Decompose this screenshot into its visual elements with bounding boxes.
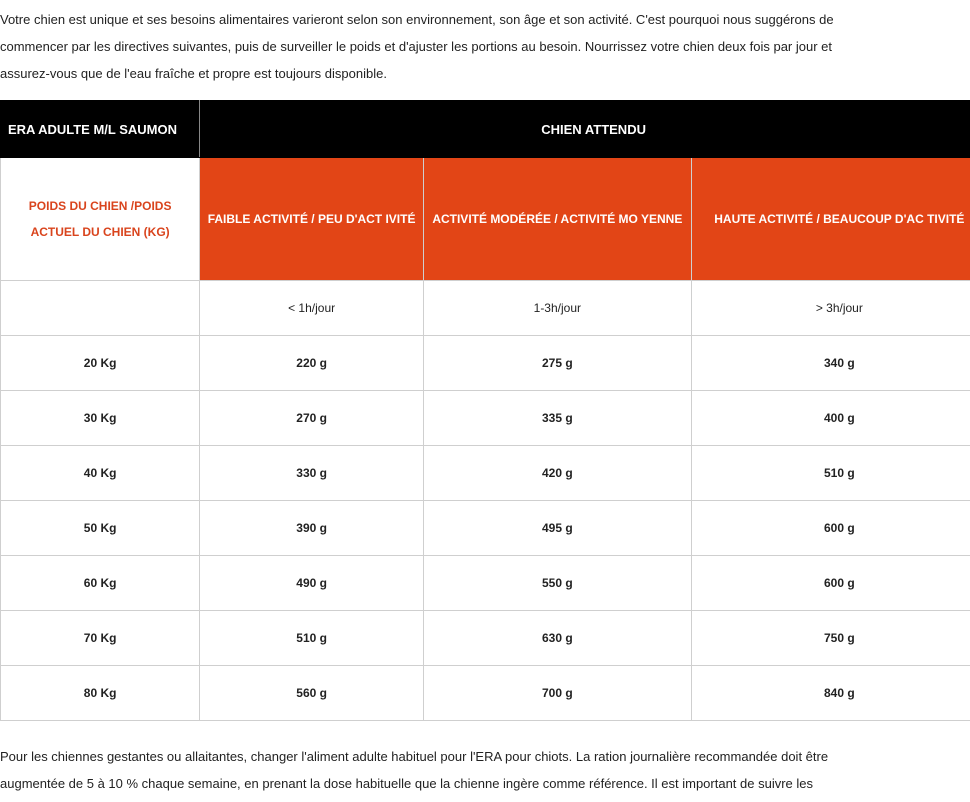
row-moderate-amount: 335 g [423,391,691,446]
intro-line-1: Votre chien est unique et ses besoins alimentaires varieront selon son environnement, son âge et son activité. C'est pourquoi nous suggérons de [0,12,834,27]
group-header: CHIEN ATTENDU [200,101,970,158]
row-low-amount: 510 g [200,611,424,666]
outro-paragraph [0,743,970,797]
row-moderate-amount: 495 g [423,501,691,556]
product-name: ERA ADULTE M/L SAUMON [1,101,200,158]
row-moderate-amount: 700 g [423,666,691,721]
duration-row [1,281,970,336]
intro-line-3: assurez-vous que de l'eau fraîche et propre est toujours disponible. [0,66,387,81]
activity-high-header: HAUTE ACTIVITÉ / BEAUCOUP D'AC TIVITÉ [691,158,970,281]
table-row [1,391,970,446]
table-row [1,666,970,721]
row-moderate-amount: 275 g [423,336,691,391]
row-high-amount: 600 g [691,501,970,556]
row-low-amount: 220 g [200,336,424,391]
table-row [1,501,970,556]
row-low-amount: 270 g [200,391,424,446]
row-moderate-amount: 420 g [423,446,691,501]
weight-column-header: POIDS DU CHIEN /POIDS ACTUEL DU CHIEN (KG) [1,158,200,281]
duration-moderate: 1-3h/jour [423,281,691,336]
row-low-amount: 490 g [200,556,424,611]
duration-low: < 1h/jour [200,281,424,336]
row-low-amount: 390 g [200,501,424,556]
outro-line-1: Pour les chiennes gestantes ou allaitantes, changer l'aliment adulte habituel pour l'ERA pour chiots. La ration journalière recommandée doit être [0,749,829,764]
row-weight: 20 Kg [1,336,200,391]
intro-paragraph [0,6,970,87]
row-high-amount: 750 g [691,611,970,666]
table-row [1,446,970,501]
activity-low-header: FAIBLE ACTIVITÉ / PEU D'ACT IVITÉ [200,158,424,281]
duration-high: > 3h/jour [691,281,970,336]
table-row [1,336,970,391]
row-low-amount: 560 g [200,666,424,721]
intro-line-2: commencer par les directives suivantes, puis de surveiller le poids et d'ajuster les portions au besoin. Nourrissez votre chien deux fois par jour et [0,39,832,54]
row-weight: 40 Kg [1,446,200,501]
outro-line-2: augmentée de 5 à 10 % chaque semaine, en prenant la dose habituelle que la chienne ingère comme référence. Il est important de suivre les [0,776,814,791]
row-high-amount: 600 g [691,556,970,611]
row-moderate-amount: 550 g [423,556,691,611]
row-weight: 30 Kg [1,391,200,446]
row-high-amount: 400 g [691,391,970,446]
table-row [1,611,970,666]
row-weight: 60 Kg [1,556,200,611]
row-low-amount: 330 g [200,446,424,501]
duration-empty-cell [1,281,200,336]
activity-header-row [1,158,970,281]
feeding-table [0,100,970,721]
row-high-amount: 510 g [691,446,970,501]
row-weight: 50 Kg [1,501,200,556]
row-high-amount: 340 g [691,336,970,391]
row-weight: 80 Kg [1,666,200,721]
table-title-row [1,101,970,158]
row-high-amount: 840 g [691,666,970,721]
row-moderate-amount: 630 g [423,611,691,666]
activity-moderate-header: ACTIVITÉ MODÉRÉE / ACTIVITÉ MO YENNE [423,158,691,281]
table-row [1,556,970,611]
row-weight: 70 Kg [1,611,200,666]
